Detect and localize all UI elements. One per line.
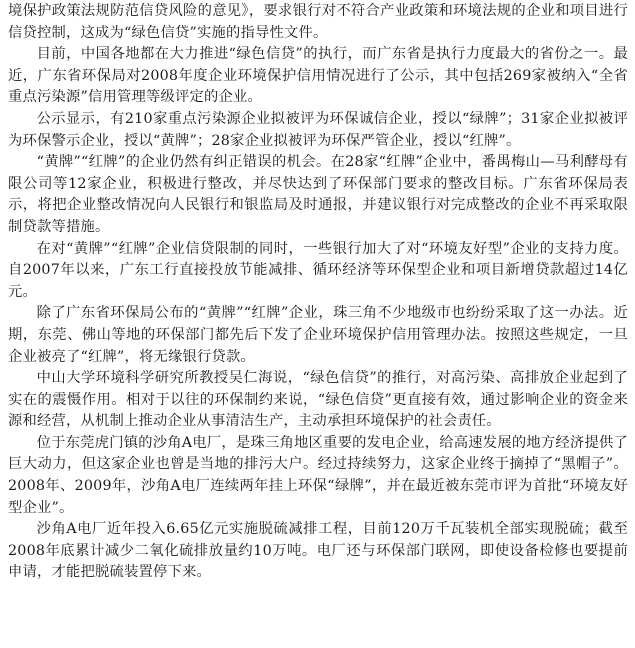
paragraph: 沙角A电厂近年投入6.65亿元实施脱硫减排工程，目前120万千瓦装机全部实现脱硫；截至2008年底累计减少二氧化硫排放量约10万吨。电厂还与环保部门联网，即使设备检修也要提前申请，才能把脱硫装置停下来。 [8, 521, 628, 581]
paragraph: “黄牌”“红牌”的企业仍然有纠正错误的机会。在28家“红牌”企业中，番禺梅山—马利酵母有限公司等12家企业，积极进行整改，并尽快达到了环保部门要求的整改目标。广东省环保局表示，将把企业整改情况向人民银行和银监局及时通报，并建议银行对完成整改的企业不再采取限制贷款等措施。 [8, 154, 628, 235]
paragraph: 中山大学环境科学研究所教授吴仁海说，“绿色信贷”的推行，对高污染、高排放企业起到了实在的震慑作用。相对于以往的环保制约来说，“绿色信贷”更直接有效，通过影响企业的资金来源和经营，从机制上推动企业从事清洁生产，主动承担环境保护的社会责任。 [8, 370, 628, 430]
paragraph: 位于东莞虎门镇的沙角A电厂，是珠三角地区重要的发电企业，给高速发展的地方经济提供了巨大动力，但这家企业也曾是当地的排污大户。经过持续努力，这家企业终于摘掉了“黑帽子”。2008年、2009年，沙角A电厂连续两年挂上环保“绿牌”，并在最近被东莞市评为首批“环境友好型企业”。 [8, 434, 628, 516]
paragraph: 公示显示，有210家重点污染源企业拟被评为环保诚信企业，授以“绿牌”；31家企业拟被评为环保警示企业，授以“黄牌”；28家企业拟被评为环保严管企业，授以“红牌”。 [8, 110, 628, 149]
paragraph: 在对“黄牌”“红牌”企业信贷限制的同时，一些银行加大了对“环境友好型”企业的支持力度。自2007年以来，广东工行直接投放节能减排、循环经济等环保型企业和项目新增贷款超过14亿元。 [8, 240, 628, 300]
paragraph: 除了广东省环保局公布的“黄牌”“红牌”企业，珠三角不少地级市也纷纷采取了这一办法。近期，东莞、佛山等地的环保部门都先后下发了企业环境保护信用管理办法。按照这些规定，一旦企业被亮了“红牌”，将无缘银行贷款。 [8, 305, 628, 365]
paragraph: 目前，中国各地都在大力推进“绿色信贷”的执行，而广东省是执行力度最大的省份之一。最近，广东省环保局对2008年度企业环境保护信用情况进行了公示，其中包括269家被纳入“全省重点污染源”信用管理等级评定的企业。 [8, 46, 628, 106]
paragraph-continuation: 境保护政策法规防范信贷风险的意见》，要求银行对不符合产业政策和环境法规的企业和项目进行信贷控制，这成为“绿色信贷”实施的指导性文件。 [8, 3, 628, 41]
